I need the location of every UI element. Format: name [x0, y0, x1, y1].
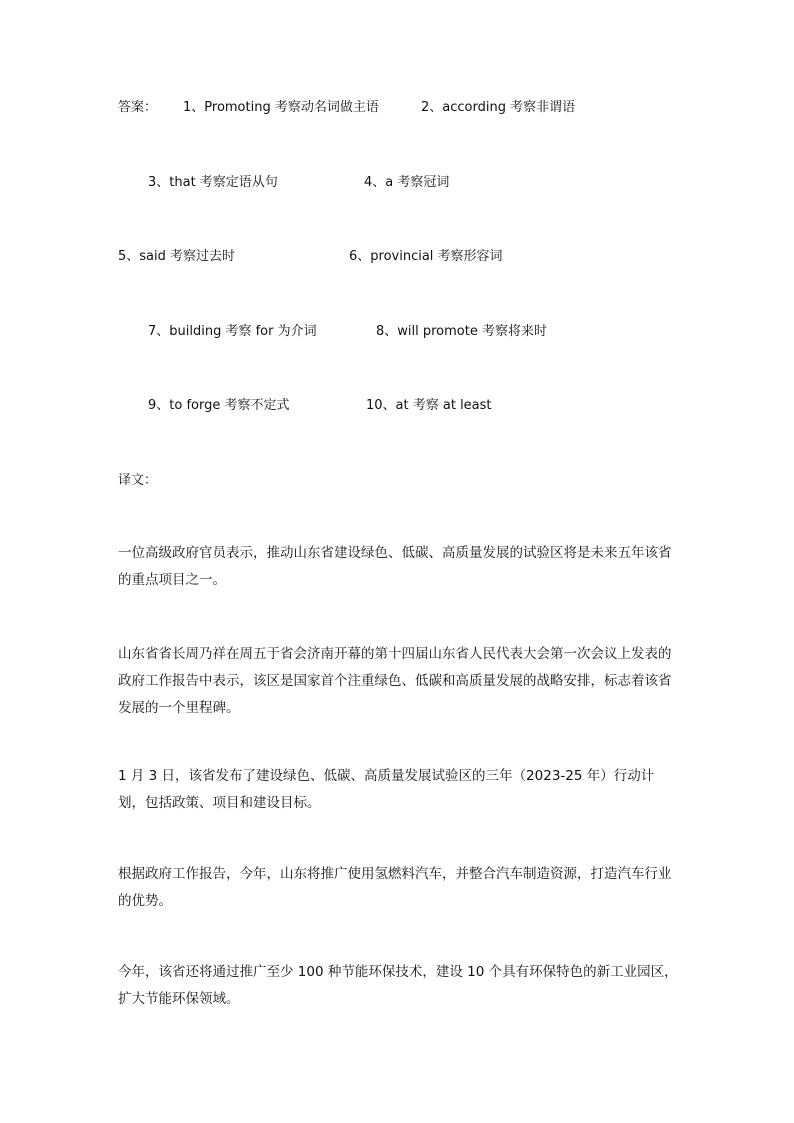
answer-item-8: 8、will promote 考察将来时	[376, 324, 547, 339]
answer-item-2: 2、according 考察非谓语	[421, 100, 576, 115]
translation-paragraph-3: 1 月 3 日，该省发布了建设绿色、低碳、高质量发展试验区的三年（2023-25 年）行动计划，包括政策、项目和建设目标。	[118, 768, 655, 811]
translation-label: 译文：	[118, 473, 158, 488]
answer-item-5: 5、said 考察过去时	[118, 249, 236, 264]
answer-item-9: 9、to forge 考察不定式	[148, 398, 290, 413]
answer-item-7: 7、building 考察 for 为介词	[148, 324, 317, 339]
answer-item-6: 6、provincial 考察形容词	[349, 249, 503, 264]
answer-item-4: 4、a 考察冠词	[364, 175, 450, 190]
answer-item-3: 3、that 考察定语从句	[148, 175, 278, 190]
translation-paragraph-1: 一位高级政府官员表示，推动山东省建设绿色、低碳、高质量发展的试验区将是未来五年该省的重点项目之一。	[118, 545, 672, 588]
answer-item-10: 10、at 考察 at least	[366, 398, 492, 413]
translation-paragraph-5: 今年，该省还将通过推广至少 100 种节能环保技术，建设 10 个具有环保特色的新工业园区，扩大节能环保领域。	[118, 964, 678, 1007]
answer-item-1: 1、Promoting 考察动名词做主语	[183, 100, 379, 115]
translation-paragraph-2: 山东省省长周乃祥在周五于省会济南开幕的第十四届山东省人民代表大会第一次会议上发表的政府工作报告中表示，该区是国家首个注重绿色、低碳和高质量发展的战略安排，标志着该省发展的一个里程碑。	[118, 646, 672, 716]
answers-label: 答案：	[118, 100, 158, 115]
translation-paragraph-4: 根据政府工作报告，今年，山东将推广使用氢燃料汽车，并整合汽车制造资源，打造汽车行业的优势。	[118, 866, 672, 909]
